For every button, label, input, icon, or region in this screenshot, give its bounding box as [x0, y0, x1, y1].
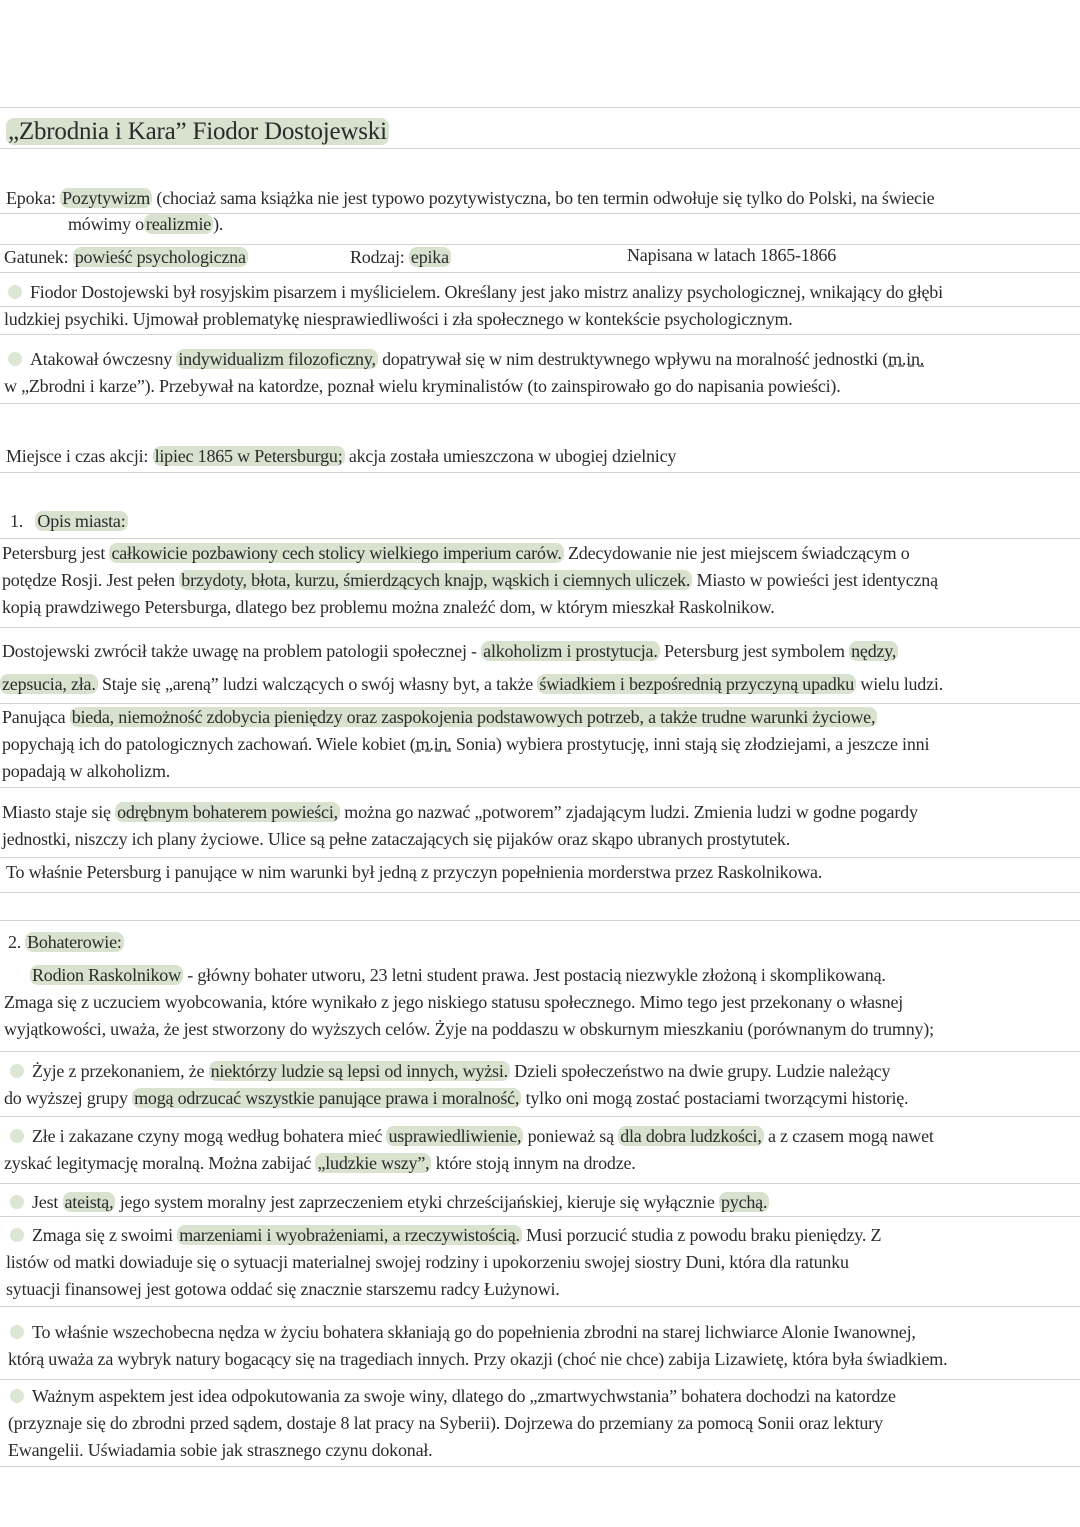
- hero-name-highlight: Rodion Raskolnikow: [32, 965, 181, 985]
- hero-para-6-line-1: [10, 1320, 916, 1344]
- epoka-line: [6, 186, 934, 210]
- section-number: 1.: [10, 511, 24, 531]
- bullet-icon: [8, 285, 22, 299]
- city-para-1-line-3: kopią prawdziwego Petersburga, dlatego bez problemu można znaleźć dom, w którym mieszkał Raskolnikow.: [2, 597, 775, 617]
- text: jego system moralny jest zaprzeczeniem etyki chrześcijańskiej, kieruje się wyłącznie: [119, 1192, 715, 1212]
- highlight: odrębnym bohaterem powieści,: [117, 802, 338, 822]
- hero-para-7-line-2: (przyznaje się do zbrodni przed sądem, dostaje 8 lat pracy na Syberii). Dojrzewa do przemiany za pomocą Sonii oraz lektury: [8, 1413, 883, 1433]
- hero-para-1-line-2: Zmaga się z uczuciem wyobcowania, które wynikało z jego niskiego statusu społecznego. Mimo tego jest przekonany o własnej: [4, 992, 904, 1012]
- written-years: Napisana w latach 1865-1866: [627, 245, 837, 265]
- text: Panująca: [2, 707, 66, 727]
- text: które stoją innym na drodze.: [435, 1153, 636, 1173]
- bullet-icon: [10, 1129, 24, 1143]
- highlight: dla dobra ludzkości,: [620, 1126, 762, 1146]
- epoka-note-2: mówimy o: [68, 214, 144, 234]
- hero-para-2-line-2: [4, 1086, 908, 1110]
- bullet-icon: [10, 1325, 24, 1339]
- text: Żyje z przekonaniem, że: [32, 1061, 205, 1081]
- text: Jest: [32, 1192, 59, 1212]
- rodzaj-value: epika: [410, 247, 449, 267]
- highlight: pychą.: [720, 1192, 768, 1212]
- city-para-2-line-2: [0, 672, 943, 696]
- city-para-3-line-1: [2, 705, 877, 729]
- city-para-3-line-2: [2, 732, 929, 756]
- text: Zdecydowanie nie jest miejscem świadczącym o: [567, 543, 910, 563]
- hero-para-7-line-1: [10, 1384, 896, 1408]
- text: dopatrywał się w nim destruktywnego wpływu na moralność jednostki (: [382, 349, 889, 369]
- bullet-icon: [10, 1064, 24, 1078]
- page-title: [6, 116, 389, 148]
- author-para-1-line-1: [8, 280, 943, 304]
- bullet-icon: [10, 1389, 24, 1403]
- highlight: zepsucia, zła.: [2, 674, 96, 694]
- text: Atakował ówczesny: [30, 349, 173, 369]
- section-2-heading: [8, 930, 124, 954]
- city-para-2-line-1: [2, 639, 898, 663]
- text: Musi porzucić studia z powodu braku pieniędzy. Z: [526, 1225, 882, 1245]
- section-1-heading: [10, 509, 128, 533]
- text: - główny bohater utworu, 23 letni student prawa. Jest postacią niezwykle złożoną i skomplikowaną.: [187, 965, 886, 985]
- hero-para-5-line-3: sytuacji finansowej jest gotowa oddać się znacznie starszemu radcy Łużynowi.: [6, 1279, 560, 1299]
- text: zyskać legitymację moralną. Można zabijać: [4, 1153, 312, 1173]
- text: Petersburg jest: [2, 543, 106, 563]
- text: Petersburg jest symbolem: [663, 641, 845, 661]
- setting-line: [6, 444, 676, 468]
- highlight: „ludzkie wszy”,: [317, 1153, 430, 1173]
- gatunek-line: [4, 245, 248, 269]
- bullet-icon: [8, 352, 22, 366]
- highlight: ateistą,: [64, 1192, 114, 1212]
- text: potędze Rosji. Jest pełen: [2, 570, 175, 590]
- rodzaj-label: Rodzaj:: [350, 247, 405, 267]
- text: ponieważ są: [527, 1126, 614, 1146]
- hero-para-5-line-2: listów od matki dowiaduje się o sytuacji materialnej swojej rodziny i upokorzeniu swojej siostry Duni, która dla ratunku: [6, 1252, 849, 1272]
- title-highlight: „Zbrodnia i Kara” Fiodor Dostojewski: [8, 118, 387, 145]
- highlight: nędzy,: [851, 641, 897, 661]
- rodzaj-line: [350, 245, 451, 269]
- text: Fiodor Dostojewski był rosyjskim pisarzem i myślicielem. Określany jest jako mistrz analizy psychologicznej, wnikający do głębi: [30, 282, 943, 302]
- highlight: bieda, niemożność zdobycia pieniędzy oraz zaspokojenia podstawowych potrzeb, a także trudne warunki życiowe,: [71, 707, 876, 727]
- setting-rest: akcja została umieszczona w ubogiej dzielnicy: [348, 446, 677, 466]
- gatunek-label: Gatunek:: [4, 247, 69, 267]
- epoka-note-3: ).: [213, 214, 224, 234]
- text: Złe i zakazane czyny mogą według bohatera mieć: [32, 1126, 383, 1146]
- city-para-1-line-1: [2, 541, 910, 565]
- abbr: m.in.: [888, 349, 925, 369]
- text: Ważnym aspektem jest idea odpokutowania za swoje winy, dlatego do „zmartwychwstania” bohatera dochodzi na katordze: [32, 1386, 896, 1406]
- section-title: Bohaterowie:: [27, 932, 122, 952]
- text: Miasto staje się: [2, 802, 111, 822]
- text: Dzieli społeczeństwo na dwie grupy. Ludzie należący: [514, 1061, 891, 1081]
- hero-para-3-line-1: [10, 1124, 934, 1148]
- text: wielu ludzi.: [860, 674, 943, 694]
- highlight: świadkiem i bezpośrednią przyczyną upadku: [539, 674, 855, 694]
- epoka-value: Pozytywizm: [62, 188, 151, 208]
- hero-para-4: [10, 1190, 769, 1214]
- text: można go nazwać „potworem” zjadającym ludzi. Zmienia ludzi w godne pogardy: [344, 802, 918, 822]
- highlight: całkowicie pozbawiony cech stolicy wielkiego imperium carów.: [111, 543, 562, 563]
- epoka-line-2: [68, 212, 223, 236]
- epoka-label: Epoka:: [6, 188, 56, 208]
- city-para-4-line-1: [2, 800, 918, 824]
- hero-para-6-line-2: którą uważa za wybryk natury bogacący się na tragediach innych. Przy okazji (choć nie chce) zabija Lizawietę, która była świadkiem.: [8, 1349, 948, 1369]
- abbr: m.in.: [415, 734, 452, 754]
- gatunek-value: powieść psychologiczna: [74, 247, 246, 267]
- highlight: niektórzy ludzie są lepsi od innych, wyżsi.: [210, 1061, 508, 1081]
- text: Sonia) wybiera prostytucję, inni stają się złodziejami, a jeszcze inni: [455, 734, 930, 754]
- text: Staje się „areną” ludzi walczących o swój własny byt, a także: [101, 674, 534, 694]
- highlight: alkoholizm i prostytucja.: [483, 641, 658, 661]
- text: do wyższej grupy: [4, 1088, 128, 1108]
- city-para-5: To właśnie Petersburg i panujące w nim warunki był jedną z przyczyn popełnienia morderstwa przez Raskolnikowa.: [6, 862, 823, 882]
- hero-para-1-line-1: [30, 963, 886, 987]
- highlight: usprawiedliwienie,: [388, 1126, 522, 1146]
- setting-label: Miejsce i czas akcji:: [6, 446, 149, 466]
- text: Zmaga się z swoimi: [32, 1225, 173, 1245]
- text: Miasto w powieści jest identyczną: [696, 570, 938, 590]
- author-para-1-line-2: ludzkiej psychiki. Ujmował problematykę niesprawiedliwości i zła społecznego w kontekście psychologicznym.: [4, 309, 793, 329]
- city-para-1-line-2: [2, 568, 938, 592]
- text: tylko oni mogą zostać postaciami tworzącymi historię.: [525, 1088, 909, 1108]
- section-title: Opis miasta:: [37, 511, 126, 531]
- text: a z czasem mogą nawet: [767, 1126, 934, 1146]
- city-para-4-line-2: jednostki, niszczy ich plany życiowe. Ulice są pełne zataczających się pijaków oraz skąpo ubranych prostytutek.: [2, 829, 790, 849]
- author-para-2-line-1: [8, 347, 924, 371]
- text: To właśnie wszechobecna nędza w życiu bohatera skłaniają go do popełnienia zbrodni na starej lichwiarce Alonie Iwanownej,: [32, 1322, 916, 1342]
- individualism-highlight: indywidualizm filozoficzny,: [178, 349, 376, 369]
- realism-highlight: realizmie: [145, 214, 212, 234]
- bullet-icon: [10, 1195, 24, 1209]
- hero-para-3-line-2: [4, 1151, 636, 1175]
- hero-para-1-line-3: wyjątkowości, uważa, że jest stworzony do wyższych celów. Żyje na poddaszu w obskurnym mieszkaniu (porównanym do trumny);: [4, 1019, 934, 1039]
- hero-para-5-line-1: [10, 1223, 881, 1247]
- hero-para-7-line-3: Ewangelii. Uświadamia sobie jak strasznego czynu dokonał.: [8, 1440, 433, 1460]
- bullet-icon: [10, 1228, 24, 1242]
- text: Dostojewski zwrócił także uwagę na problem patologii społecznej -: [2, 641, 477, 661]
- section-number: 2.: [8, 932, 22, 952]
- text: popychają ich do patologicznych zachowań. Wiele kobiet (: [2, 734, 416, 754]
- epoka-note: (chociaż sama książka nie jest typowo pozytywistyczna, bo ten termin odwołuje się tylko do Polski, na świecie: [156, 188, 935, 208]
- highlight: marzeniami i wyobrażeniami, a rzeczywistością.: [179, 1225, 520, 1245]
- setting-highlight: lipiec 1865 w Petersburgu;: [154, 446, 343, 466]
- highlight: mogą odrzucać wszystkie panujące prawa i moralność,: [134, 1088, 520, 1108]
- author-para-2-line-2: w „Zbrodni i karze”). Przebywał na katordze, poznał wielu kryminalistów (to zainspirowało go do napisania powieści).: [4, 376, 841, 396]
- highlight: brzydoty, błota, kurzu, śmierdzących knajp, wąskich i ciemnych uliczek.: [181, 570, 691, 590]
- hero-para-2-line-1: [10, 1059, 890, 1083]
- city-para-3-line-3: popadają w alkoholizm.: [2, 761, 171, 781]
